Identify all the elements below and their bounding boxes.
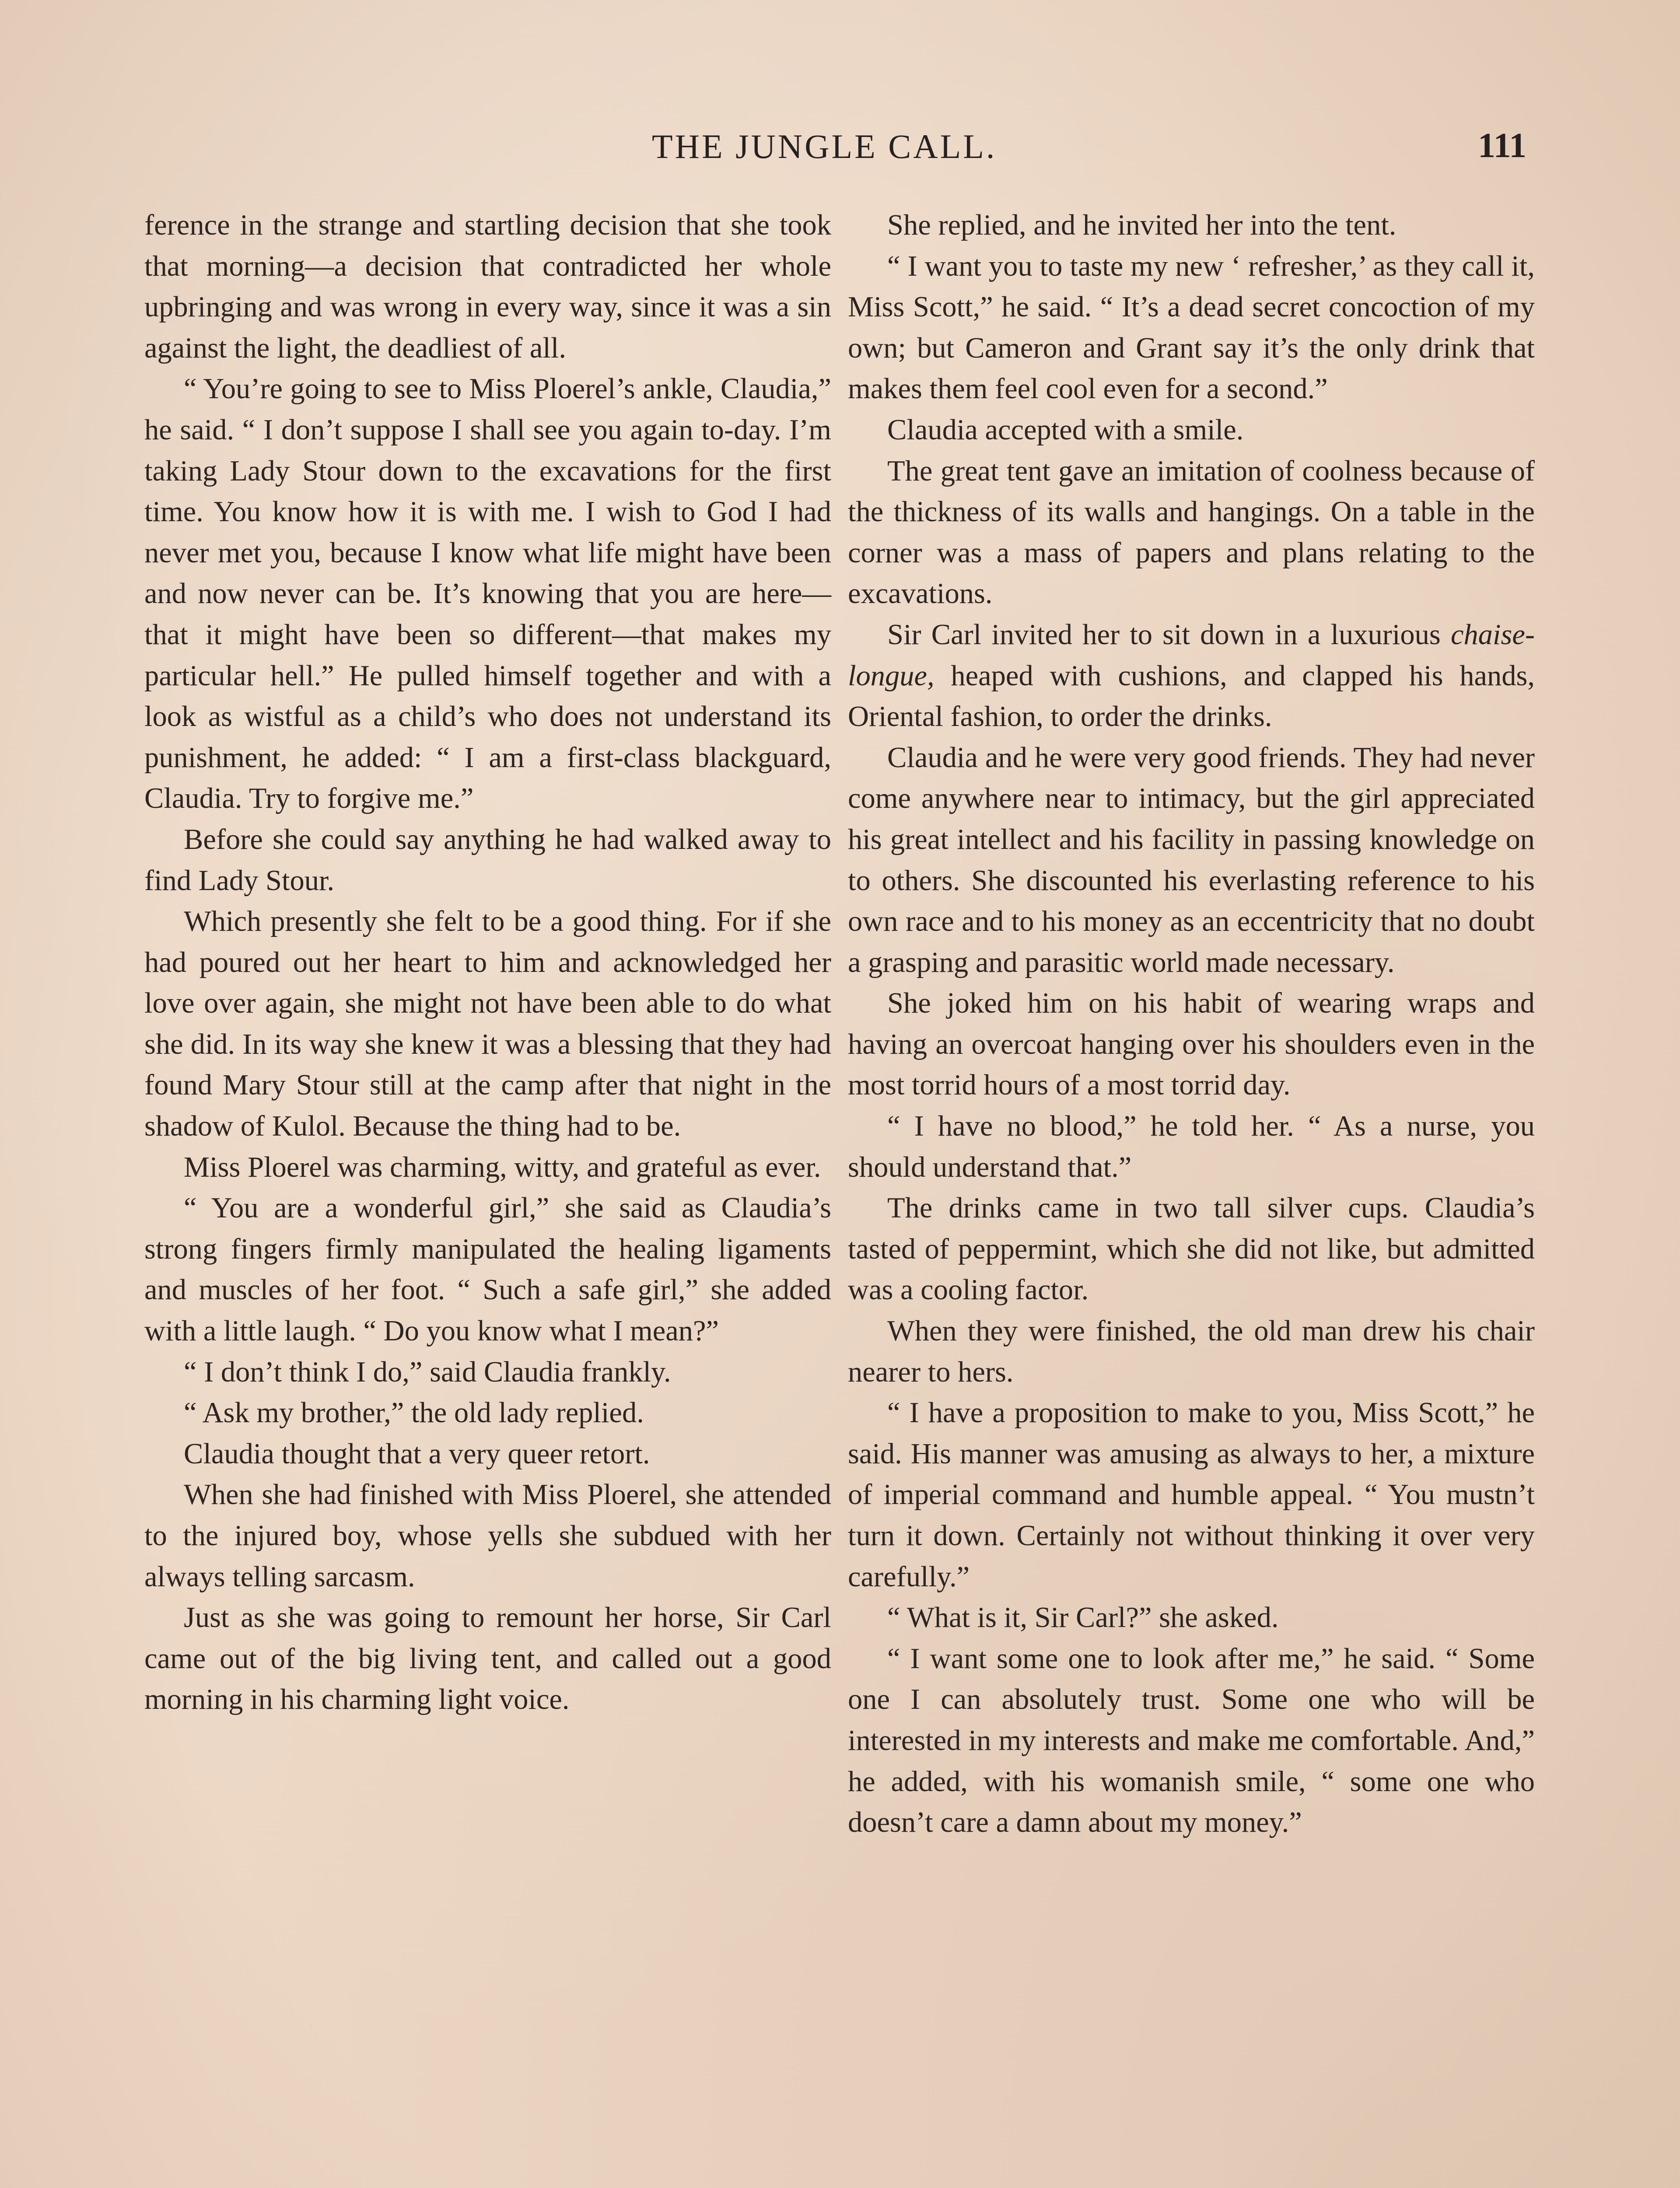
paragraph: Just as she was going to remount her horse, Sir Carl came out of the big living tent, and called out a good morning in his charming light voice.	[144, 1602, 831, 1716]
paragraph	[848, 614, 1535, 737]
paragraph: “ I want some one to look after me,” he said. “ Some one I can absolutely trust. Some one who will be interested in my interests and make me comfortable. And,” he added, with his womanish smile, “ some one who doesn’t care a damn about my money.”	[848, 1642, 1535, 1839]
italic-term: chaise-longue,	[848, 618, 1535, 692]
paragraph: The drinks came in two tall silver cups. Claudia’s tasted of peppermint, which she did not like, but admitted was a cooling factor.	[848, 1192, 1535, 1306]
paragraph: Claudia thought that a very queer retort.	[184, 1438, 650, 1470]
paragraph: Claudia and he were very good friends. They had never come anywhere near to intimacy, but the girl appreciated his great intellect and his facility in passing knowledge on to others. She discounted his everlasting reference to his own race and to his money as an eccentricity that no doubt a grasping and parasitic world made necessary.	[848, 741, 1535, 978]
paragraph: Claudia accepted with a smile.	[887, 414, 1244, 446]
paragraph: Miss Ploerel was charming, witty, and grateful as ever.	[184, 1151, 821, 1183]
paragraph: When she had finished with Miss Ploerel, she attended to the injured boy, whose yells she subdued with her always telling sarcasm.	[144, 1479, 831, 1593]
paragraph: “ Ask my brother,” the old lady replied.	[184, 1397, 644, 1429]
paragraph: When they were finished, the old man drew his chair nearer to hers.	[848, 1315, 1535, 1388]
paragraph: She replied, and he invited her into the tent.	[887, 209, 1396, 241]
running-head: THE JUNGLE CALL.	[652, 127, 997, 165]
left-column	[144, 205, 831, 1720]
paragraph: “ What is it, Sir Carl?” she asked.	[887, 1602, 1279, 1634]
paragraph: “ I want you to taste my new ‘ refresher,’ as they call it, Miss Scott,” he said. “ It’s a dead secret concoction of my own; but Cameron and Grant say it’s the only drink that makes them feel cool even for a second.”	[848, 250, 1535, 405]
paragraph: She joked him on his habit of wearing wraps and having an overcoat hanging over his shoulders even in the most torrid hours of a most torrid day.	[848, 987, 1535, 1101]
paragraph: The great tent gave an imitation of coolness because of the thickness of its walls and hangings. On a table in the corner was a mass of papers and plans relating to the excavations.	[848, 455, 1535, 610]
paragraph: “ You are a wonderful girl,” she said as Claudia’s strong fingers firmly manipulated the healing ligaments and muscles of her foot. “ Such a safe girl,” she added with a little laugh. “ Do you know what I mean?”	[144, 1192, 831, 1347]
paragraph: “ I have a proposition to make to you, Miss Scott,” he said. His manner was amusing as always to her, a mixture of imperial command and humble appeal. “ You mustn’t turn it down. Certainly not without thinking it over very carefully.”	[848, 1397, 1535, 1593]
paragraph-text: Sir Carl invited her to sit down in a luxurious	[887, 618, 1441, 651]
paragraph: Before she could say anything he had walked away to find Lady Stour.	[144, 823, 831, 897]
paragraph-text: heaped with cushions, and clapped his hands, Oriental fashion, to order the drinks.	[848, 659, 1535, 733]
paragraph: “ I don’t think I do,” said Claudia frankly.	[184, 1356, 671, 1388]
page-number: 111	[1478, 126, 1527, 165]
paragraph: “ I have no blood,” he told her. “ As a nurse, you should understand that.”	[848, 1110, 1535, 1183]
right-column	[848, 205, 1535, 1843]
paragraph: ference in the strange and startling decision that she took that morning—a decision that contradicted her whole upbringing and was wrong in every way, since it was a sin against the light, the deadliest of all.	[144, 209, 831, 364]
paragraph: “ You’re going to see to Miss Ploerel’s ankle, Claudia,” he said. “ I don’t suppose I shall see you again to-day. I’m taking Lady Stour down to the excavations for the first time. You know how it is with me. I wish to God I had never met you, because I know what life might have been and now never can be. It’s knowing that you are here—that it might have been so different—that makes my particular hell.” He pulled himself together and with a look as wistful as a child’s who does not understand its punishment, he added: “ I am a first-class blackguard, Claudia. Try to forgive me.”	[144, 373, 831, 815]
paragraph: Which presently she felt to be a good thing. For if she had poured out her heart to him and acknowledged her love over again, she might not have been able to do what she did. In its way she knew it was a blessing that they had found Mary Stour still at the camp after that night in the shadow of Kulol. Because the thing had to be.	[144, 905, 831, 1143]
